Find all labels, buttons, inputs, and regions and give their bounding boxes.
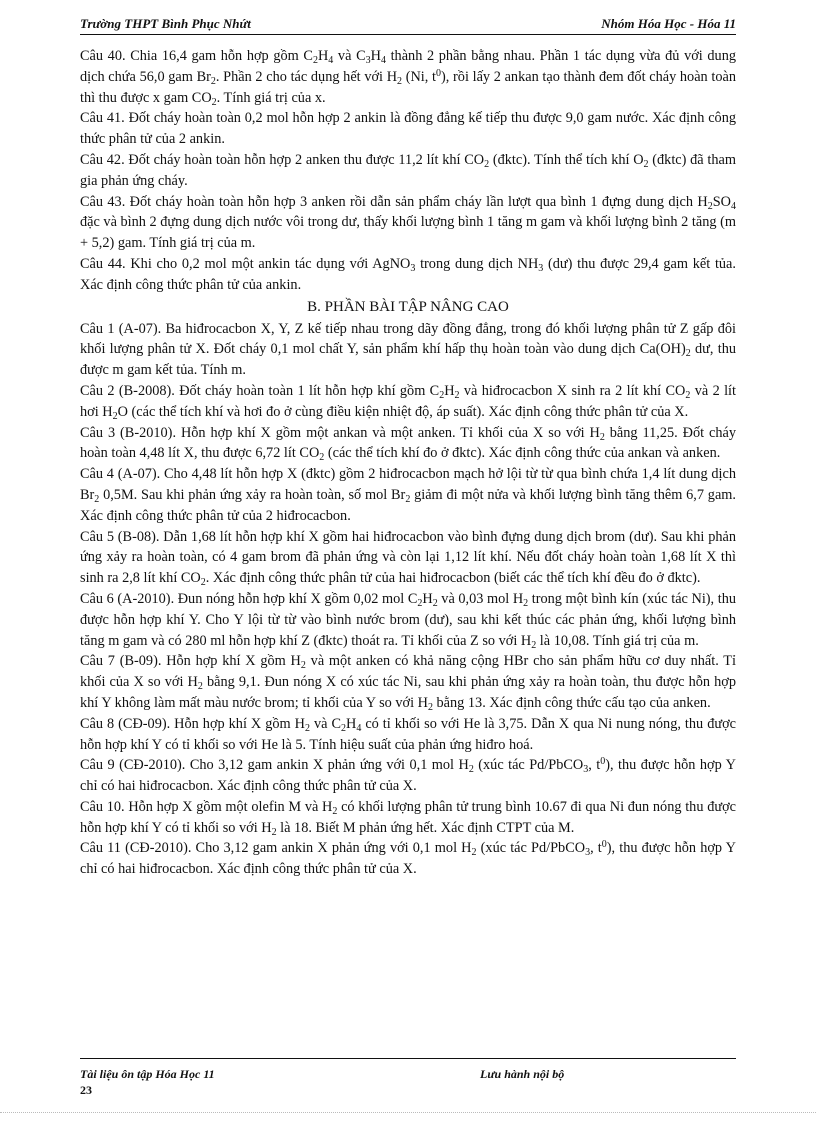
question-44: Câu 44. Khi cho 0,2 mol một ankin tác dụng với AgNO$_3$ trong dung dịch $NH_3$ (dư) thu được 29,4 gam kết tủa. Xác định công thức phân tử của ankin. — [80, 255, 736, 293]
page-edge-dotted-line — [0, 1112, 816, 1113]
advanced-question-3: Câu 3 (B-2010). Hỗn hợp khí X gồm một ankan và một anken. Tỉ khối của X so với $H_2$ bằng 11,25. Đốt cháy hoàn toàn 4,48 lít X, thu được 6,72 lít $CO_2$ (các thể tích khí đo ở đktc). Xác định công thức của ankan và anken. — [80, 424, 737, 464]
question-43: Câu 43. Đốt cháy hoàn toàn hỗn hợp 3 anken rồi dẫn sản phẩm cháy lần lượt qua bình 1 đựng dung dịch $H_2SO_4$ đặc và bình 2 đựng dung dịch nước vôi trong dư, thấy khối lượng bình 1 tăng m gam và khối lượng bình 2 tăng (m + 5,2) gam. Tính giá trị của m. — [80, 193, 736, 252]
page-header — [80, 14, 736, 35]
footer-distribution: Lưu hành nội bộ — [480, 1067, 565, 1081]
question-41: Câu 41. Đốt cháy hoàn toàn 0,2 mol hỗn hợp 2 ankin là đồng đẳng kế tiếp thu được 9,0 gam nước. Xác định công thức phân tử của 2 ankin. — [80, 110, 736, 148]
group-subject: Nhóm Hóa Học - Hóa 11 — [601, 16, 736, 31]
advanced-question-7: Câu 7 (B-09). Hỗn hợp khí X gồm $H_2$ và một anken có khả năng cộng HBr cho sản phẩm hữu cơ duy nhất. Tỉ khối của X so với $H_2$ bằng 9,1. Đun nóng X có xúc tác Ni, sau khi phản ứng xảy ra hoàn toàn, thu được hỗn hợp khí Y không làm mất màu nước brom; tỉ khối của Y so với $H_2$ bằng 13. Xác định công thức cấu tạo của anken. — [80, 653, 736, 713]
advanced-question-11: Câu 11 (CĐ-2010). Cho 3,12 gam ankin X phản ứng với 0,1 mol $H_2$ (xúc tác Pd/PbCO$_3$, $t^0$), thu được hỗn hợp Y chỉ có hai hiđrocacbon. Xác định công thức phân tử của X. — [80, 839, 736, 878]
advanced-question-6: Câu 6 (A-2010). Đun nóng hỗn hợp khí X gồm 0,02 mol $C_2H_2$ và 0,03 mol $H_2$ trong một bình kín (xúc tác Ni), thu được hỗn hợp khí Y. Cho Y lội từ từ vào bình nước brom (dư), sau khi kết thúc các phản ứng, khối lượng bình tăng m gam và có 280 ml hỗn hợp khí Z (đktc) thoát ra. Tỉ khối của Z so với $H_2$ là 10,08. Tính giá trị của m. — [80, 590, 736, 651]
school-name: Trường THPT Bình Phục Nhứt — [80, 16, 251, 31]
question-40: Câu 40. Chia 16,4 gam hỗn hợp gồm $C_2H_4$ và $C_3H_4$ thành 2 phần bằng nhau. Phần 1 tác dụng vừa đủ với dung dịch chứa 56,0 gam $Br_2$. Phần 2 cho tác dụng hết với $H_2$ (Ni, $t^0$), rồi lấy 2 ankan tạo thành đem đốt cháy hoàn toàn thì thu được x gam $CO_2$. Tính giá trị của x. — [80, 48, 736, 108]
page-content — [80, 46, 736, 880]
question-42: Câu 42. Đốt cháy hoàn toàn hỗn hợp 2 anken thu được 11,2 lít khí $CO_2$ (đktc). Tính thể tích khí $O_2$ (đktc) đã tham gia phản ứng cháy. — [80, 151, 736, 189]
page-footer — [80, 1058, 736, 1097]
advanced-question-2: Câu 2 (B-2008). Đốt cháy hoàn toàn 1 lít hỗn hợp khí gồm $C_2H_2$ và hiđrocacbon X sinh ra 2 lít khí $CO_2$ và 2 lít hơi $H_2O$ (các thể tích khí và hơi đo ở cùng điều kiện nhiệt độ, áp suất). Xác định công thức phân tử của X. — [80, 382, 736, 422]
advanced-question-9: Câu 9 (CĐ-2010). Cho 3,12 gam ankin X phản ứng với 0,1 mol $H_2$ (xúc tác Pd/PbCO$_3$, $t^0$), thu được hỗn hợp Y chỉ có hai hiđrocacbon. Xác định công thức phân tử của X. — [80, 756, 737, 795]
advanced-question-5: Câu 5 (B-08). Dẫn 1,68 lít hỗn hợp khí X gồm hai hiđrocacbon vào bình đựng dung dịch brom (dư). Sau khi phản ứng xảy ra hoàn toàn, có 4 gam brom đã phản ứng và còn lại 1,12 lít khí. Nếu đốt cháy hoàn toàn 1,68 lít X thì sinh ra 2,8 lít khí $CO_2$. Xác định công thức phân tử của hai hiđrocacbon (biết các thể tích khí đều đo ở đktc). — [80, 528, 736, 589]
advanced-question-10: Câu 10. Hỗn hợp X gồm một olefin M và $H_2$ có khối lượng phân tử trung bình 10.67 đi qua Ni đun nóng thu được hỗn hợp khí Y có tỉ khối so với $H_2$ là 18. Biết M phản ứng hết. Xác định CTPT của M. — [80, 798, 736, 838]
advanced-question-4: Câu 4 (A-07). Cho 4,48 lít hỗn hợp X (đktc) gồm 2 hiđrocacbon mạch hở lội từ từ qua bình chứa 1,4 lít dung dịch $Br_2$ 0,5M. Sau khi phản ứng xảy ra hoàn toàn, số mol $Br_2$ giảm đi một nửa và khối lượng bình tăng thêm 6,7 gam. Xác định công thức phân tử của 2 hiđrocacbon. — [80, 466, 736, 524]
page-number: 23 — [80, 1083, 92, 1097]
advanced-question-1: Câu 1 (A-07). Ba hiđrocacbon X, Y, Z kế tiếp nhau trong dãy đồng đẳng, trong đó khối lượng phân tử Z gấp đôi khối lượng phân tử X. Đốt cháy 0,1 mol chất Y, sản phẩm khí hấp thụ hoàn toàn vào dung dịch $Ca(OH)_2$ dư, thu được m gam kết tủa. Tính m. — [80, 320, 736, 379]
section-b-title: B. PHẦN BÀI TẬP NÂNG CAO — [307, 298, 509, 315]
advanced-question-8: Câu 8 (CĐ-09). Hỗn hợp khí X gồm $H_2$ và $C_2H_4$ có tỉ khối so với He là 3,75. Dẫn X qua Ni nung nóng, thu được hỗn hợp khí Y có tỉ khối so với He là 5. Tính hiệu suất của phản ứng hiđro hoá. — [80, 715, 736, 753]
footer-doc-title: Tài liệu ôn tập Hóa Học 11 — [80, 1067, 215, 1081]
